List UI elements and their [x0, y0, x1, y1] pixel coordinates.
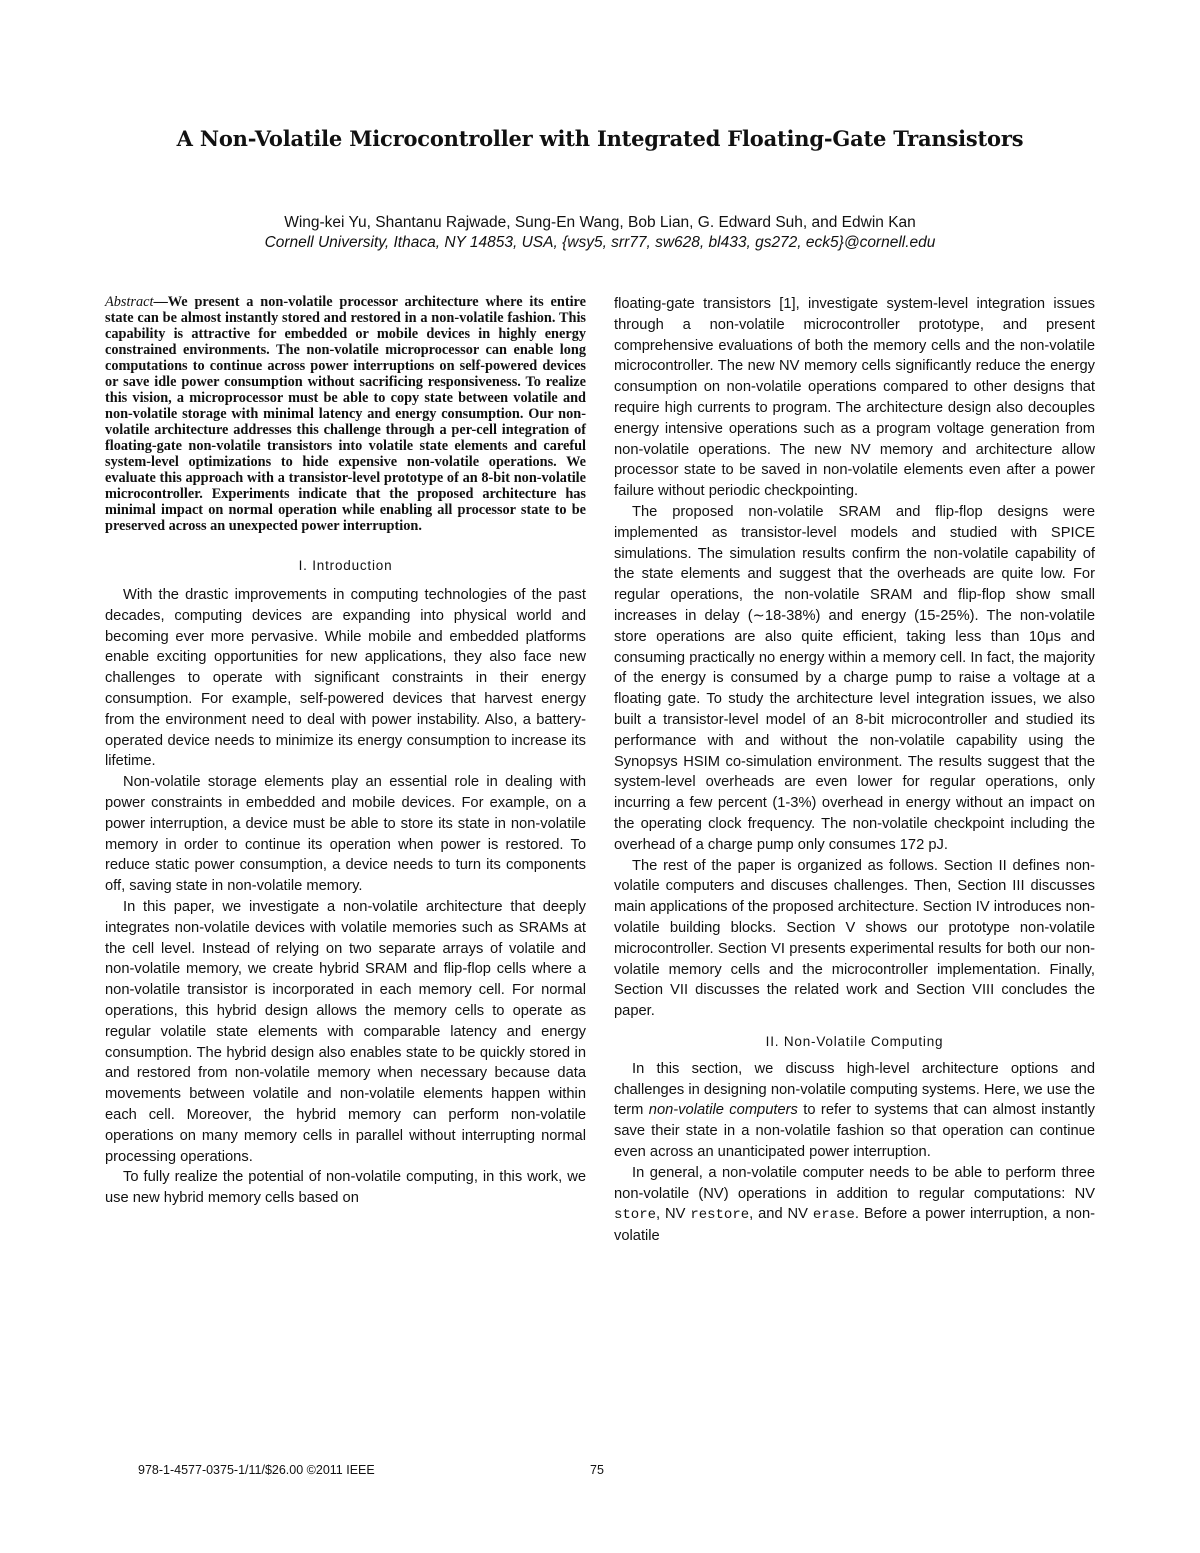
paragraph: The proposed non-volatile SRAM and flip-flop designs were implemented as transistor-level models and studied with SPICE simulations. The simulation results confirm the non-volatile capability of the state elements and suggest that the overheads are quite low. For regular operations, the non-volatile SRAM and flip-flop show small increases in delay (∼18-38%) and energy (15-25%). The non-volatile store operations are also quite efficient, taking less than 10μs and consuming practically no energy within a memory cell. In fact, the majority of the energy is consumed by a charge pump to raise a voltage at a floating gate. To study the architecture level integration issues, we also built a transistor-level model of an 8-bit microcontroller and studied its performance with and without the non-volatile capability using the Synopsys HSIM co-simulation environment. The results suggest that the system-level overheads are even lower for regular operations, only incurring a few percent (1-3%) overhead in energy without an impact on the operating clock frequency. The non-volatile checkpoint including the overhead of a charge pump only consumes 172 pJ. — [614, 503, 1095, 853]
section-heading-non-volatile-computing: II. Non-Volatile Computing — [765, 1033, 944, 1049]
affiliation: Cornell University, Ithaca, NY 14853, USA, {wsy5, srr77, sw628, bl433, gs272, eck5}@cornell.edu — [264, 234, 936, 251]
paragraph — [614, 1059, 1095, 1163]
text-run: , and NV — [749, 1206, 813, 1223]
paragraph — [614, 1163, 1095, 1247]
abstract-label: Abstract — [105, 294, 154, 310]
emphasized-term: non-volatile computers — [648, 1102, 798, 1119]
text-run: In this section, we discuss high-level architecture options and challenges in designing non-volatile computing systems. Here, we use the term — [614, 1060, 1095, 1119]
section-heading-introduction: I. Introduction — [298, 558, 393, 573]
paragraph: To fully realize the potential of non-volatile computing, in this work, we use new hybrid memory cells based on — [105, 1169, 586, 1207]
author-list: Wing-kei Yu, Shantanu Rajwade, Sung-En Wang, Bob Lian, G. Edward Suh, and Edwin Kan — [284, 214, 916, 231]
paragraph: Non-volatile storage elements play an essential role in dealing with power constraints in embedded and mobile devices. For example, on a power interruption, a device must be able to store its state in non-volatile memory in order to continue its operation when power is restored. To reduce static power consumption, a device needs to turn its components off, saving state in non-volatile memory. — [105, 774, 586, 895]
paragraph-continued: floating-gate transistors [1], investigate system-level integration issues through a non-volatile microcontroller prototype, and present comprehensive evaluations of both the memory cells and the non-volatile microcontroller. The new NV memory cells significantly reduce the energy consumption on non-volatile operations compared to other designs that require high currents to program. The architecture design also decouples energy intensive operations such as a program voltage generation from non-volatile operations. The new NV memory and architecture allow processor state to be saved in non-volatile elements even after a power failure without periodic checkpointing. — [614, 296, 1095, 500]
paragraph: In this paper, we investigate a non-volatile architecture that deeply integrates non-volatile devices with volatile memories such as SRAMs at the cell level. Instead of relying on two separate arrays of volatile and non-volatile memory, we create hybrid SRAM and flip-flop cells where a non-volatile transistor is incorporated in each memory cell. For normal operations, this hybrid design allows the memory cells to operate as regular volatile state elements with comparable latency and energy consumption. The hybrid design also enables state to be quickly stored in and restored from non-volatile memory when necessary because data movements between volatile and non-volatile elements happen within each cell. Moreover, the hybrid memory can perform non-volatile operations on many memory cells in parallel without interrupting normal processing operations. — [105, 898, 586, 1165]
abstract — [105, 294, 586, 534]
code-term: store — [614, 1207, 657, 1224]
page-number: 75 — [590, 1463, 604, 1477]
paragraph: With the drastic improvements in computing technologies of the past decades, computing devices are expanding into physical world and becoming ever more pervasive. While mobile and embedded platforms enable exciting opportunities for new applications, they also face new challenges to operate with significant constraints in their energy consumption. For example, self-powered devices that harvest energy from the environment need to deal with power instability. Also, a battery-operated device needs to minimize its energy consumption to increase its lifetime. — [105, 587, 586, 770]
abstract-text: —We present a non-volatile processor architecture where its entire state can be almost instantly stored and restored in a non-volatile fashion. This capability is attractive for embedded or mobile devices in highly energy constrained environments. The non-volatile microprocessor can enable long computations to continue across power interruptions on self-powered devices or save idle power consumption without sacrificing responsiveness. To realize this vision, a microprocessor must be able to copy state between volatile and non-volatile storage with minimal latency and energy consumption. Our non-volatile architecture addresses this challenge through a per-cell integration of floating-gate non-volatile transistors into volatile state elements and careful system-level optimizations to hide expensive non-volatile operations. We evaluate this approach with a transistor-level prototype of an 8-bit non-volatile microcontroller. Experiments indicate that the proposed architecture has minimal impact on normal operation while enabling all processor state to be preserved across an unexpected power interruption. — [105, 294, 586, 534]
paragraph: The rest of the paper is organized as follows. Section II defines non-volatile computers and discuses challenges. Then, Section III discusses main applications of the proposed architecture. Section IV introduces non-volatile building blocks. Section V shows our prototype non-volatile microcontroller. Section VI presents experimental results for both our non-volatile memory cells and the microcontroller implementation. Finally, Section VII discusses the related work and Section VIII concludes the paper. — [614, 857, 1095, 1020]
code-term: erase — [812, 1207, 855, 1224]
text-run: . Before a power interruption, a non-volatile — [614, 1206, 1096, 1245]
left-column — [105, 294, 586, 1209]
text-run: In general, a non-volatile computer needs to be able to perform three non-volatile (NV) operations in addition to regular computations: NV — [614, 1164, 1095, 1202]
text-run: to refer to systems that can almost instantly save their state in a non-volatile fashion so that operation can continue even across an unanticipated power interruption. — [614, 1102, 1095, 1161]
right-column — [614, 294, 1095, 1247]
copyright-notice: 978-1-4577-0375-1/11/$26.00 ©2011 IEEE — [138, 1463, 375, 1477]
code-term: restore — [690, 1207, 750, 1224]
text-run: , NV — [656, 1206, 691, 1223]
paper-title: A Non-Volatile Microcontroller with Integrated Floating-Gate Transistors — [176, 126, 1024, 151]
